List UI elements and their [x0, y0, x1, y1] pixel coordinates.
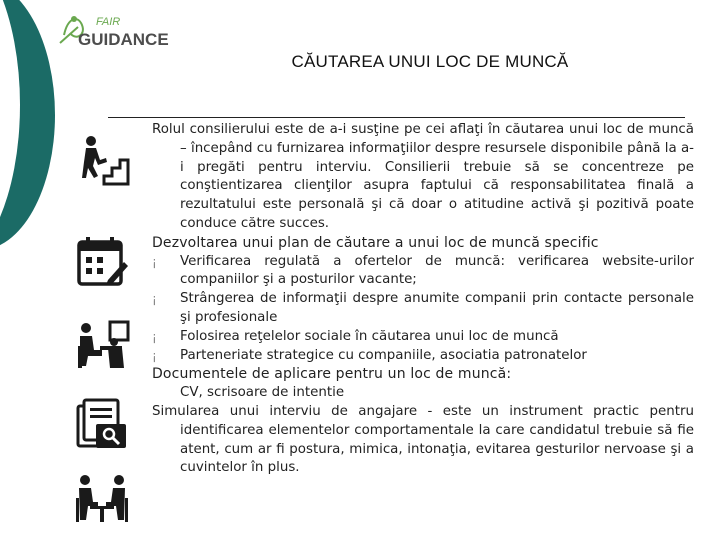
- list-item: [152, 328, 694, 347]
- paragraph-counselor-role: [152, 121, 694, 234]
- bullet-marker: ¡: [152, 292, 157, 307]
- bullet-marker: ¡: [152, 348, 157, 363]
- desk-meeting-icon: [74, 316, 130, 372]
- heading-job-search-plan: Dezvoltarea unui plan de căutare a unui loc de muncă specific: [152, 234, 599, 251]
- heading-application-documents: Documentele de aplicare pentru un loc de muncă:: [152, 366, 512, 383]
- list-item: [152, 290, 694, 328]
- bullet-text: Folosirea reţelelor sociale în căutarea unui loc de muncă: [180, 328, 559, 344]
- career-steps-icon: [74, 132, 130, 188]
- list-item: [152, 253, 694, 291]
- logo-line2: GUIDANCE: [78, 30, 169, 49]
- counselor-role-text: este de a-i susţine pe cei aflaţi în căutarea unui loc de muncă – începând cu furnizarea informaţiilor despre resursele disponibile până la a-i pregăti pentru interviu. Consilierii trebuie să se concentreze pe conştientizarea clienţilor asupra faptului că responsabilitatea finală a rezultatului este personală şi că doar o atitudine activă şi pozitivă poate conduce către succes.: [180, 122, 695, 231]
- bullet-text: Strângerea de informaţii despre anumite companii prin contacte personale şi profesionale: [180, 291, 694, 325]
- paragraph-interview-simulation: [152, 403, 694, 478]
- list-item: [152, 347, 694, 366]
- interview-simulation-text: - este un instrument practic pentru identificarea elementelor comportamentale la care candidatul trebuie să fie atent, cum ar fi postura, mimica, intonaţiа, evitarea gesturilor nervoase şi a cuvintelor în plus.: [180, 403, 694, 476]
- interview-icon: [74, 470, 130, 526]
- application-documents-detail: CV, scrisoare de intentie: [180, 385, 345, 401]
- logo-line1: FAIR: [96, 16, 121, 28]
- bullet-text: Verificarea regulată a ofertelor de muncă: verificarea website-urilor companiilor şi a posturilor vacante;: [180, 253, 694, 288]
- page-title: CĂUTAREA UNUI LOC DE MUNCĂ: [291, 52, 569, 71]
- bullet-marker: ¡: [152, 254, 157, 269]
- calendar-icon: [74, 234, 130, 290]
- bullet-marker: ¡: [152, 329, 157, 344]
- counselor-role-lead: Rolul consilierului: [152, 122, 270, 137]
- content-body: [152, 121, 694, 478]
- document-search-icon: [74, 396, 130, 452]
- interview-simulation-lead: Simularea unui interviu de angajare: [152, 403, 418, 419]
- title-underline: [108, 117, 685, 118]
- bullet-text: Parteneriate strategice cu companiile, asociatia patronatelor: [180, 347, 587, 363]
